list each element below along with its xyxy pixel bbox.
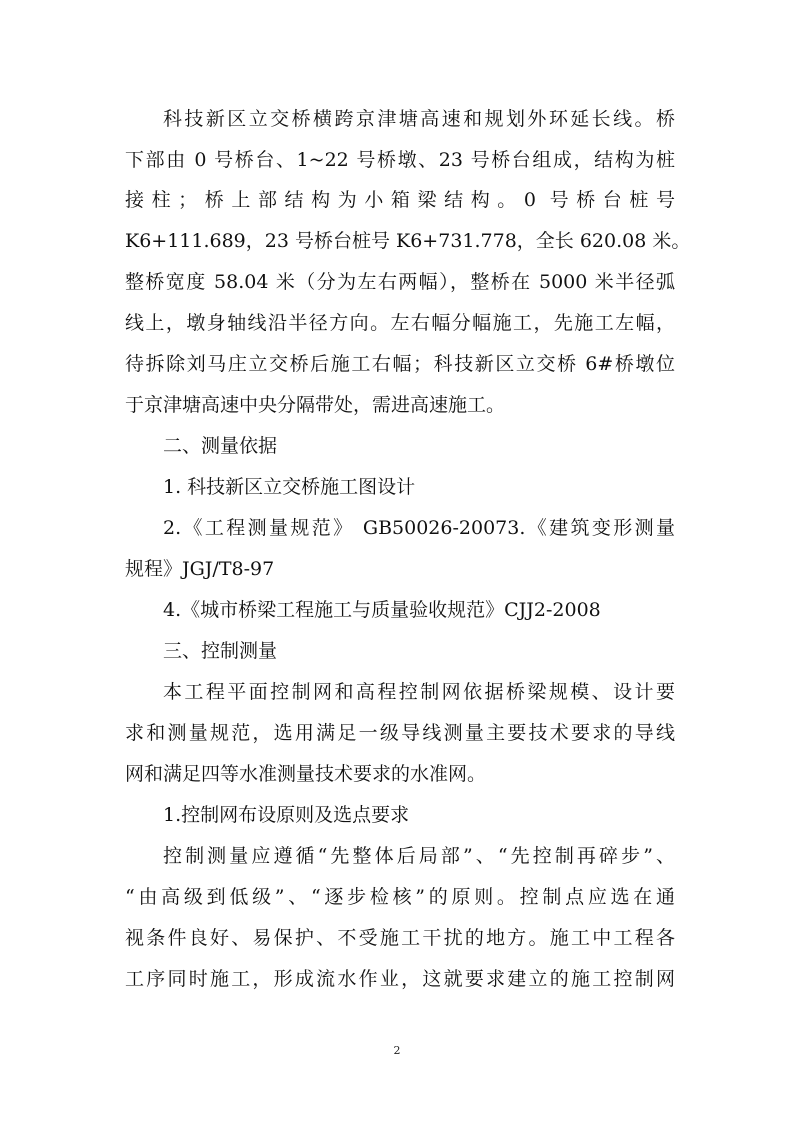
page-number: 2 (393, 1044, 401, 1057)
subsection-heading: 1.控制网布设原则及选点要求 (163, 804, 410, 826)
paragraph-line-10: 求和测量规范，选用满足一级导线测量主要技术要求的导线 (125, 722, 675, 744)
paragraph-line-11: 网和满足四等水准测量技术要求的水准网。 (125, 763, 487, 785)
paragraph-line-12: 控制测量应遵循“先整体后局部”、“先控制再碎步”、 (163, 845, 675, 867)
paragraph-line-7: 待拆除刘马庄立交桥后施工右幅；科技新区立交桥 6#桥墩位 (125, 353, 675, 375)
paragraph-line-8: 于京津塘高速中央分隔带处，需进高速施工。 (125, 394, 506, 416)
list-item-2-continuation: 规程》JGJ/T8-97 (125, 558, 275, 580)
paragraph-line-14: 视条件良好、易保护、不受施工干扰的地方。施工中工程各 (125, 927, 675, 949)
list-item-2: 2.《工程测量规范》 GB50026-20073.《建筑变形测量 (163, 517, 675, 539)
paragraph-line-3: 接柱；桥上部结构为小箱梁结构。0 号桥台桩号 (125, 189, 675, 211)
paragraph-line-13: “由高级到低级”、“逐步检核”的原则。控制点应选在通 (125, 886, 675, 908)
paragraph-line-1: 科技新区立交桥横跨京津塘高速和规划外环延长线。桥 (163, 108, 675, 130)
paragraph-line-5: 整桥宽度 58.04 米（分为左右两幅），整桥在 5000 米半径弧 (125, 271, 675, 293)
paragraph-line-9: 本工程平面控制网和高程控制网依据桥梁规模、设计要 (163, 681, 675, 703)
section-heading-survey-basis: 二、测量依据 (163, 435, 278, 457)
paragraph-line-15: 工序同时施工，形成流水作业，这就要求建立的施工控制网 (125, 968, 675, 990)
paragraph-line-4: K6+111.689，23 号桥台桩号 K6+731.778，全长 620.08 米。 (125, 230, 691, 252)
list-item-1: 1. 科技新区立交桥施工图设计 (163, 476, 416, 498)
section-heading-control-survey: 三、控制测量 (163, 640, 278, 662)
paragraph-line-2: 下部由 0 号桥台、1~22 号桥墩、23 号桥台组成，结构为桩 (125, 149, 675, 171)
paragraph-line-6: 线上，墩身轴线沿半径方向。左右幅分幅施工，先施工左幅， (125, 312, 675, 334)
list-item-4: 4.《城市桥梁工程施工与质量验收规范》CJJ2-2008 (163, 599, 601, 621)
